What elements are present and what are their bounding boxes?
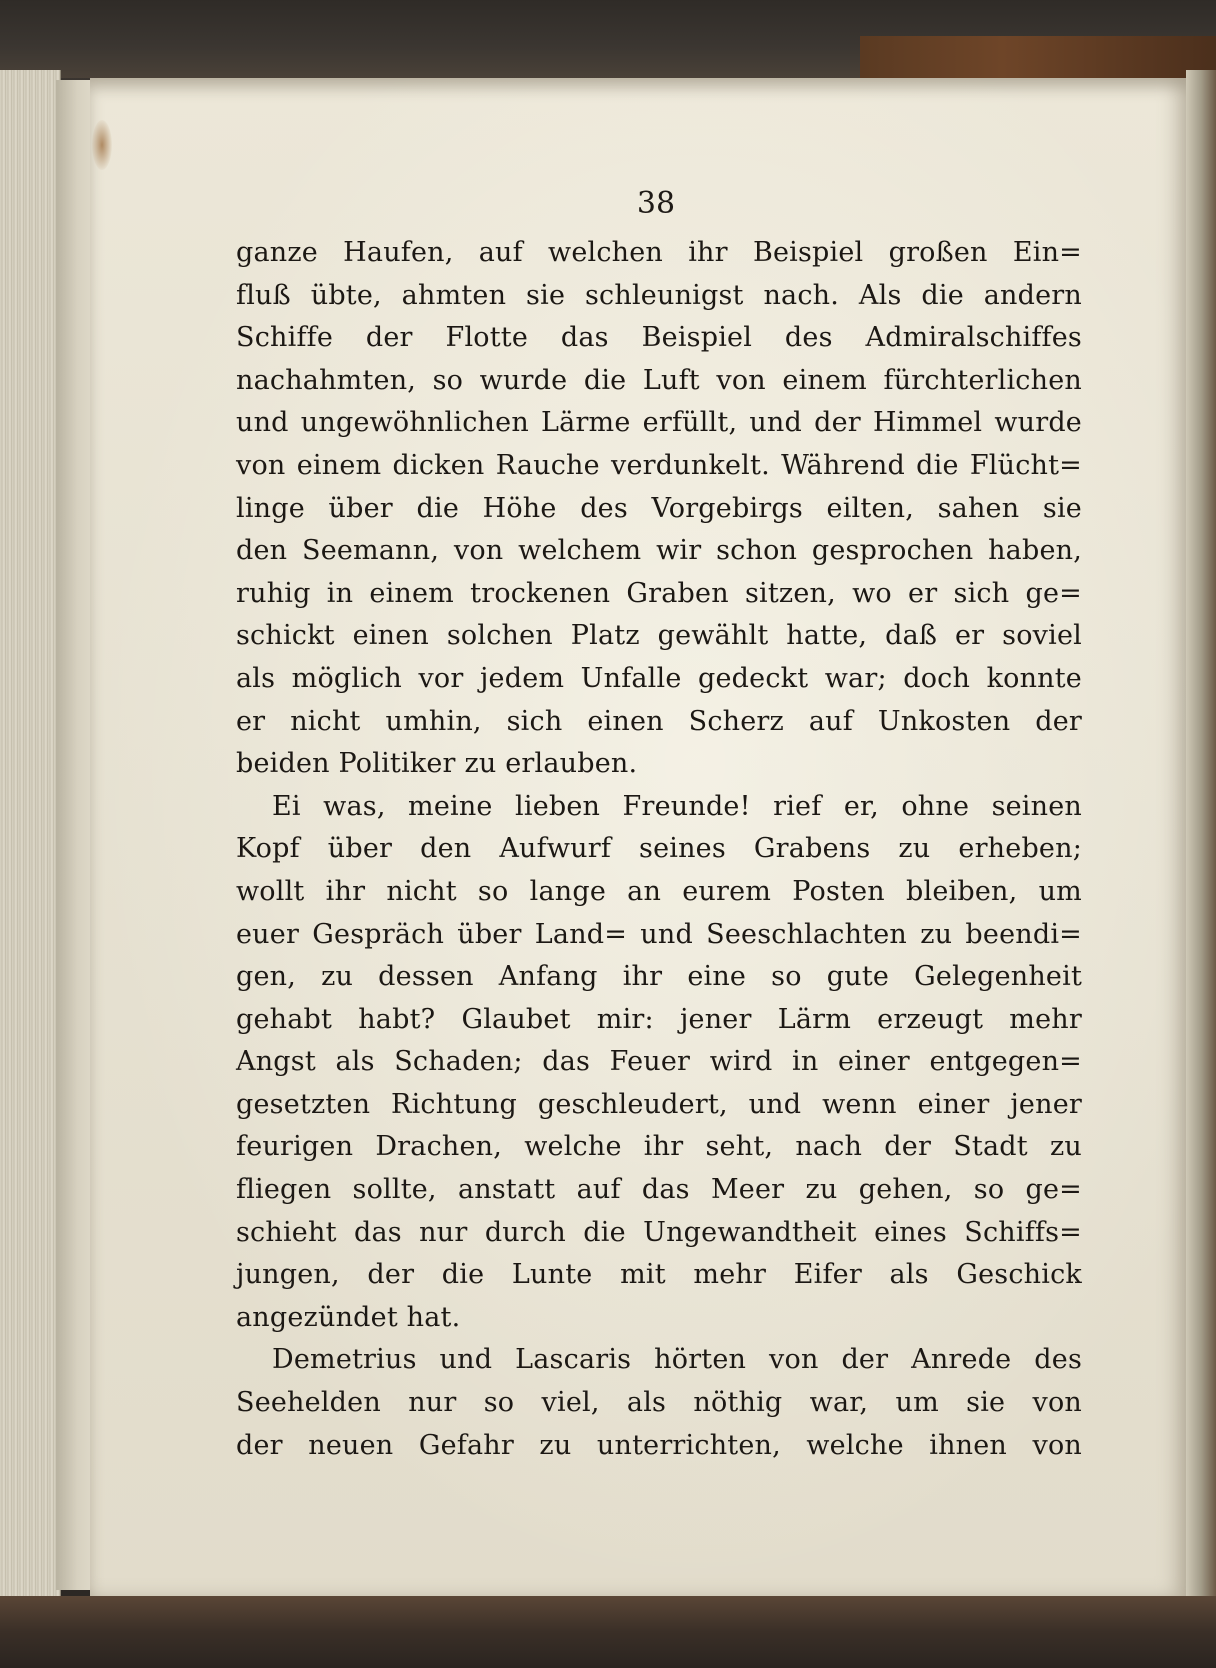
text-line: jungen, der die Lunte mit mehr Eifer als Geschick	[236, 1259, 1082, 1291]
leather-binding-top	[860, 36, 1216, 80]
text-line: den Seemann, von welchem wir schon gesprochen haben,	[236, 535, 1082, 567]
text-line: gesetzten Richtung geschleudert, und wenn einer jener	[236, 1088, 1082, 1120]
text-line: feurigen Drachen, welche ihr seht, nach der Stadt zu	[236, 1131, 1082, 1163]
text-line: nachahmten, so wurde die Luft von einem fürchterlichen	[236, 364, 1082, 396]
text-line: gehabt habt? Glaubet mir: jener Lärm erzeugt mehr	[236, 1003, 1082, 1035]
text-line: wollt ihr nicht so lange an eurem Posten bleiben, um	[236, 875, 1082, 907]
text-line: gen, zu dessen Anfang ihr eine so gute Gelegenheit	[236, 961, 1082, 993]
paper-stain	[92, 120, 112, 170]
text-line: Schiffe der Flotte das Beispiel des Admiralschiffes	[236, 322, 1082, 354]
page-number: 38	[636, 186, 676, 221]
page-edge-right	[1186, 70, 1216, 1630]
page-stack-left	[0, 70, 61, 1600]
text-line: ganze Haufen, auf welchen ihr Beispiel großen Ein=	[236, 237, 1082, 268]
text-line: er nicht umhin, sich einen Scherz auf Unkosten der	[236, 705, 1082, 737]
text-line: fliegen sollte, anstatt auf das Meer zu gehen, so ge=	[236, 1174, 1082, 1206]
text-line: Ei was, meine lieben Freunde! rief er, ohne seinen	[272, 790, 1082, 822]
text-line: beiden Politiker zu erlauben.	[236, 748, 638, 780]
text-line: und ungewöhnlichen Lärme erfüllt, und der Himmel wurde	[236, 407, 1082, 439]
text-line: angezündet hat.	[236, 1301, 461, 1333]
page-body-text	[236, 232, 1082, 1467]
text-line: schickt einen solchen Platz gewählt hatte, daß er soviel	[236, 620, 1082, 652]
text-line: fluß übte, ahmten sie schleunigst nach. Als die andern	[236, 279, 1082, 311]
book-cover-bottom	[0, 1596, 1216, 1668]
text-line: Seehelden nur so viel, als nöthig war, um sie von	[236, 1387, 1082, 1419]
text-line: ruhig in einem trockenen Graben sitzen, wo er sich ge=	[236, 577, 1082, 609]
text-line: als möglich vor jedem Unfalle gedeckt war; doch konnte	[236, 662, 1082, 694]
text-line: euer Gespräch über Land= und Seeschlachten zu beendi=	[236, 918, 1082, 950]
text-line: der neuen Gefahr zu unterrichten, welche ihnen von	[236, 1429, 1082, 1461]
text-line: Angst als Schaden; das Feuer wird in einer entgegen=	[236, 1046, 1082, 1078]
text-line: linge über die Höhe des Vorgebirgs eilten, sahen sie	[236, 492, 1082, 524]
text-line: schieht das nur durch die Ungewandtheit eines Schiffs=	[236, 1216, 1082, 1248]
text-line: Demetrius und Lascaris hörten von der Anrede des	[272, 1344, 1082, 1376]
text-line: Kopf über den Aufwurf seines Grabens zu erheben;	[236, 833, 1082, 865]
text-line: von einem dicken Rauche verdunkelt. Während die Flücht=	[236, 449, 1082, 481]
